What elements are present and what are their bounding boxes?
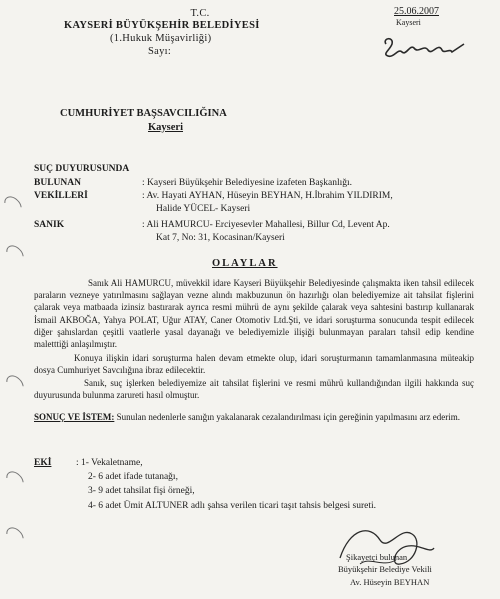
- sonuc-text: Sunulan nedenlerle sanığın yakalanarak cezalandırılması için gereğinin yapılmasını arz ederim.: [116, 412, 460, 422]
- bulunan-label: BULUNAN: [34, 178, 81, 188]
- recipient-city: Kayseri: [148, 122, 183, 133]
- sonuc-label: SONUÇ VE İSTEM:: [34, 412, 115, 422]
- vekilleri-value-1: : Av. Hayati AYHAN, Hüseyin BEYHAN, H.İbrahim YILDIRIM,: [142, 191, 393, 201]
- sanik-value-1: : Ali HAMURCU- Erciyesevler Mahallesi, Billur Cd, Levent Ap.: [142, 220, 390, 230]
- vekilleri-label: VEKİLLERİ: [34, 191, 88, 201]
- olaylar-paragraph-3: Sanık, suç işlerken belediyemize ait tahsilat fişlerini ve resmi mührü kullandığından ilgili hakkında suç duyurusunda bulunma zarureti hasıl olmuştur.: [34, 378, 474, 401]
- sanik-value-2: Kat 7, No: 31, Kocasinan/Kayseri: [156, 233, 285, 243]
- signer-name: Av. Hüseyin BEYHAN: [350, 577, 430, 587]
- header-sayi: Sayı:: [148, 46, 172, 57]
- recipient: CUMHURİYET BAŞSAVCILIĞINA: [60, 108, 227, 119]
- punch-hole-mark: [3, 468, 27, 492]
- punch-hole-mark: [3, 524, 27, 548]
- sanik-label: SANIK: [34, 220, 65, 230]
- handwritten-note: [380, 34, 470, 64]
- ekler-label: EKİ: [34, 458, 52, 468]
- header-institution: KAYSERİ BÜYÜKŞEHİR BELEDİYESİ: [64, 20, 260, 31]
- olaylar-heading: OLAYLAR: [212, 258, 278, 269]
- vekilleri-value-2: Halide YÜCEL- Kayseri: [156, 204, 251, 214]
- header-department: (1.Hukuk Müşavirliği): [110, 33, 212, 44]
- sonuc-paragraph: [34, 411, 474, 423]
- bulunan-value: : Kayseri Büyükşehir Belediyesine izafeten Başkanlığı.: [142, 178, 352, 188]
- ek-item-4: 4- 6 adet Ümit ALTUNER adlı şahsa verilen ticari taşıt tahsis belgesi sureti.: [88, 501, 377, 511]
- header-place: Kayseri: [396, 18, 421, 27]
- signer-title-2: Büyükşehir Belediye Vekili: [338, 564, 432, 574]
- punch-hole-mark: [3, 242, 27, 266]
- suc-title: SUÇ DUYURUSUNDA: [34, 164, 130, 174]
- ek-item-2: 2- 6 adet ifade tutanağı,: [88, 472, 178, 482]
- ek-item-1: : 1- Vekaletname,: [76, 458, 143, 468]
- header-tc: T.C.: [190, 8, 210, 19]
- olaylar-paragraph-1: Sanık Ali HAMURCU, müvekkil idare Kayseri Büyükşehir Belediyesinde çalışmakta iken tahsil edilecek paraların vezneye yatırılmasını sağlayan vezne alındı makbuzunun ön hazırlığı olan belediyemize ait tahsilat fişlerini çalarak veya matbaada izinsiz bastırarak ayrıca resmi mührü de aynı şekilde çalarak veya sahtesini bastırıp kullanarak İsmail AKBOĞA, Yahya POLAT, Uğur ATAY, Caner Otomotiv Ltd.Şti, ve idari soruşturma sonucunda tespit edilecek diğer şahıslardan çeşitli vaatlerle yasal dayanağı ve belediyemizle ilişiği bulunmayan paraları tahsil edip kendine maletttiği anlaşılmıştır.: [34, 278, 474, 350]
- header-date: 25.06.2007: [394, 6, 439, 17]
- punch-hole-mark: [3, 372, 27, 396]
- punch-hole-mark: [1, 193, 25, 217]
- signer-title-1: Şikayetçi bulunan: [346, 552, 408, 562]
- ek-item-3: 3- 9 adet tahsilat fişi örneği,: [88, 486, 195, 496]
- olaylar-paragraph-2: Konuya ilişkin idari soruşturma halen devam etmekte olup, idari soruşturmanın tamamlanmasına müteakip dosya Cumhuriyet Savcılığına ibraz edilecektir.: [34, 353, 474, 376]
